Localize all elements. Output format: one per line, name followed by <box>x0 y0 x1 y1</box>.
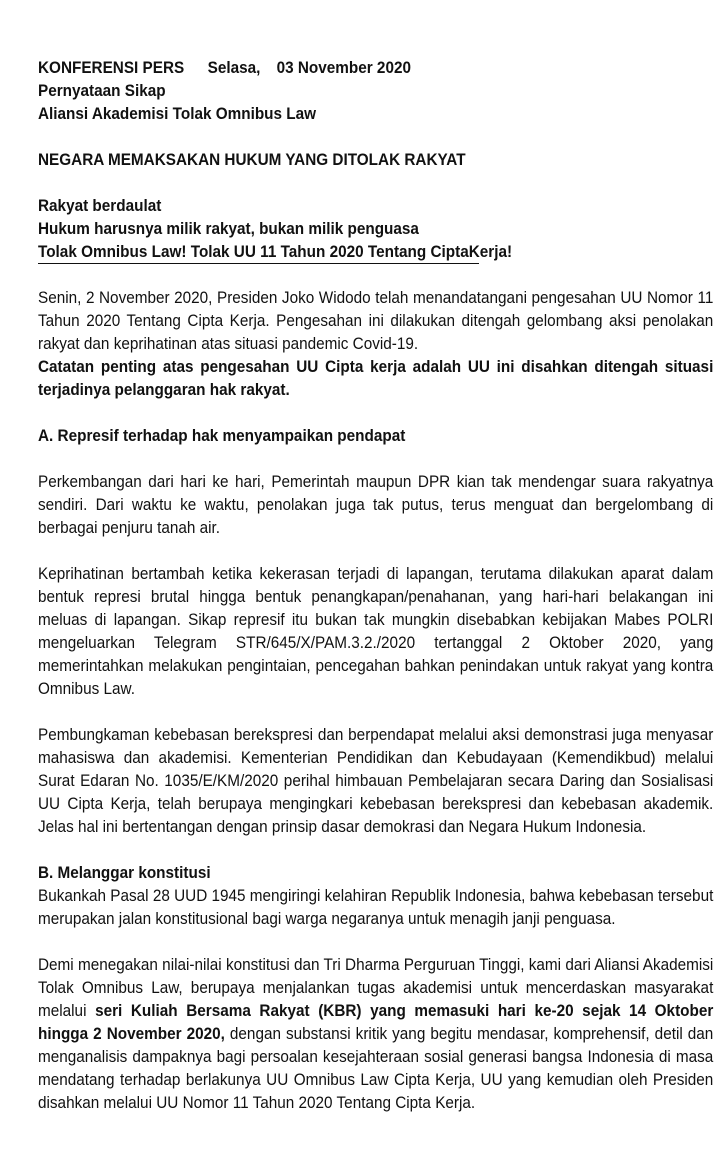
statement-label: Pernyataan Sikap <box>38 81 166 100</box>
alliance-name: Aliansi Akademisi Tolak Omnibus Law <box>38 104 317 123</box>
horizontal-rule <box>38 263 479 264</box>
slogan-3: Tolak Omnibus Law! Tolak UU 11 Tahun 2020 Tentang CiptaKerja! <box>38 242 513 261</box>
headline: NEGARA MEMAKSAKAN HUKUM YANG DITOLAK RAKYAT <box>38 150 466 169</box>
section-a-paragraph-2: Keprihatinan bertambah ketika kekerasan terjadi di lapangan, terutama dilakukan aparat dalam bentuk represi brutal hingga bentuk penangkapan/penahanan, yang hari-hari belakangan ini meluas di lapangan. Sikap represif itu bukan tak mungkin disebabkan kebijakan Mabes POLRI mengeluarkan Telegram STR/645/X/PAM.3.2./2020 tertanggal 2 Oktober 2020, yang memerintahkan melakukan pengintaian, pencegahan bahkan penindakan untuk rakyat yang kontra Omnibus Law. <box>38 564 714 698</box>
press-conference-line <box>38 56 713 79</box>
document-body <box>38 56 713 1114</box>
press-day: Selasa, <box>207 58 261 77</box>
press-date: 03 November 2020 <box>276 58 411 77</box>
section-b-paragraph-2-end: dengan substansi kritik yang begitu mendasar, komprehensif, detil dan menganalisis dampaknya bagi persoalan kesejahteraan sosial generasi bangsa Indonesia di masa mendatang terhadap berlakunya UU Omnibus Law Cipta Kerja, UU yang kemudian oleh Presiden disahkan melalui UU Nomor 11 Tahun 2020 Tentang Cipta Kerja. <box>38 1024 714 1112</box>
intro-bold-note: Catatan penting atas pengesahan UU Cipta kerja adalah UU ini disahkan ditengah situasi terjadinya pelanggaran hak rakyat. <box>38 357 714 399</box>
kbr-series-highlight: seri Kuliah Bersama Rakyat (KBR) yang memasuki hari ke-20 sejak 14 Oktober hingga 2 November 2020, <box>38 1001 714 1043</box>
press-conference-label: KONFERENSI PERS <box>38 58 185 77</box>
section-a-paragraph-3: Pembungkaman kebebasan berekspresi dan berpendapat melalui aksi demonstrasi juga menyasar mahasiswa dan akademisi. Kementerian Pendidikan dan Kebudayaan (Kemendikbud) melalui Surat Edaran No. 1035/E/KM/2020 perihal himbauan Pembelajaran secara Daring dan Sosialisasi UU Cipta Kerja, telah berupaya mengingkari kebebasan berekspresi dan kebebasan akademik. Jelas hal ini bertentangan dengan prinsip dasar demokrasi dan Negara Hukum Indonesia. <box>38 725 714 836</box>
section-a-title: A. Represif terhadap hak menyampaikan pendapat <box>38 426 406 445</box>
press-release-document <box>38 56 714 1114</box>
slogan-2: Hukum harusnya milik rakyat, bukan milik penguasa <box>38 219 419 238</box>
section-b-paragraph-1: Bukankah Pasal 28 UUD 1945 mengiringi kelahiran Republik Indonesia, bahwa kebebasan tersebut merupakan jalan konstitusional bagi warga negaranya untuk menagih janji penguasa. <box>38 886 714 928</box>
section-b-paragraph-2 <box>38 953 713 1114</box>
section-a-paragraph-1: Perkembangan dari hari ke hari, Pemerintah maupun DPR kian tak mendengar suara rakyatnya sendiri. Dari waktu ke waktu, penolakan juga tak putus, terus menguat dan bergelombang di berbagai penjuru tanah air. <box>38 472 714 537</box>
section-b-paragraph-2-start: Demi menegakan nilai-nilai konstitusi dan Tri Dharma Perguruan Tinggi, kami dari Aliansi Akademisi Tolak Omnibus Law, berupaya menjalankan tugas akademisi untuk mencerdaskan masyarakat melalui <box>38 955 714 1020</box>
intro-paragraph: Senin, 2 November 2020, Presiden Joko Widodo telah menandatangani pengesahan UU Nomor 11 Tahun 2020 Tentang Cipta Kerja. Pengesahan ini dilakukan ditengah gelombang aksi penolakan rakyat dan keprihatinan atas situasi pandemic Covid-19. <box>38 288 714 353</box>
section-b-title: B. Melanggar konstitusi <box>38 863 211 882</box>
slogan-1: Rakyat berdaulat <box>38 196 162 215</box>
